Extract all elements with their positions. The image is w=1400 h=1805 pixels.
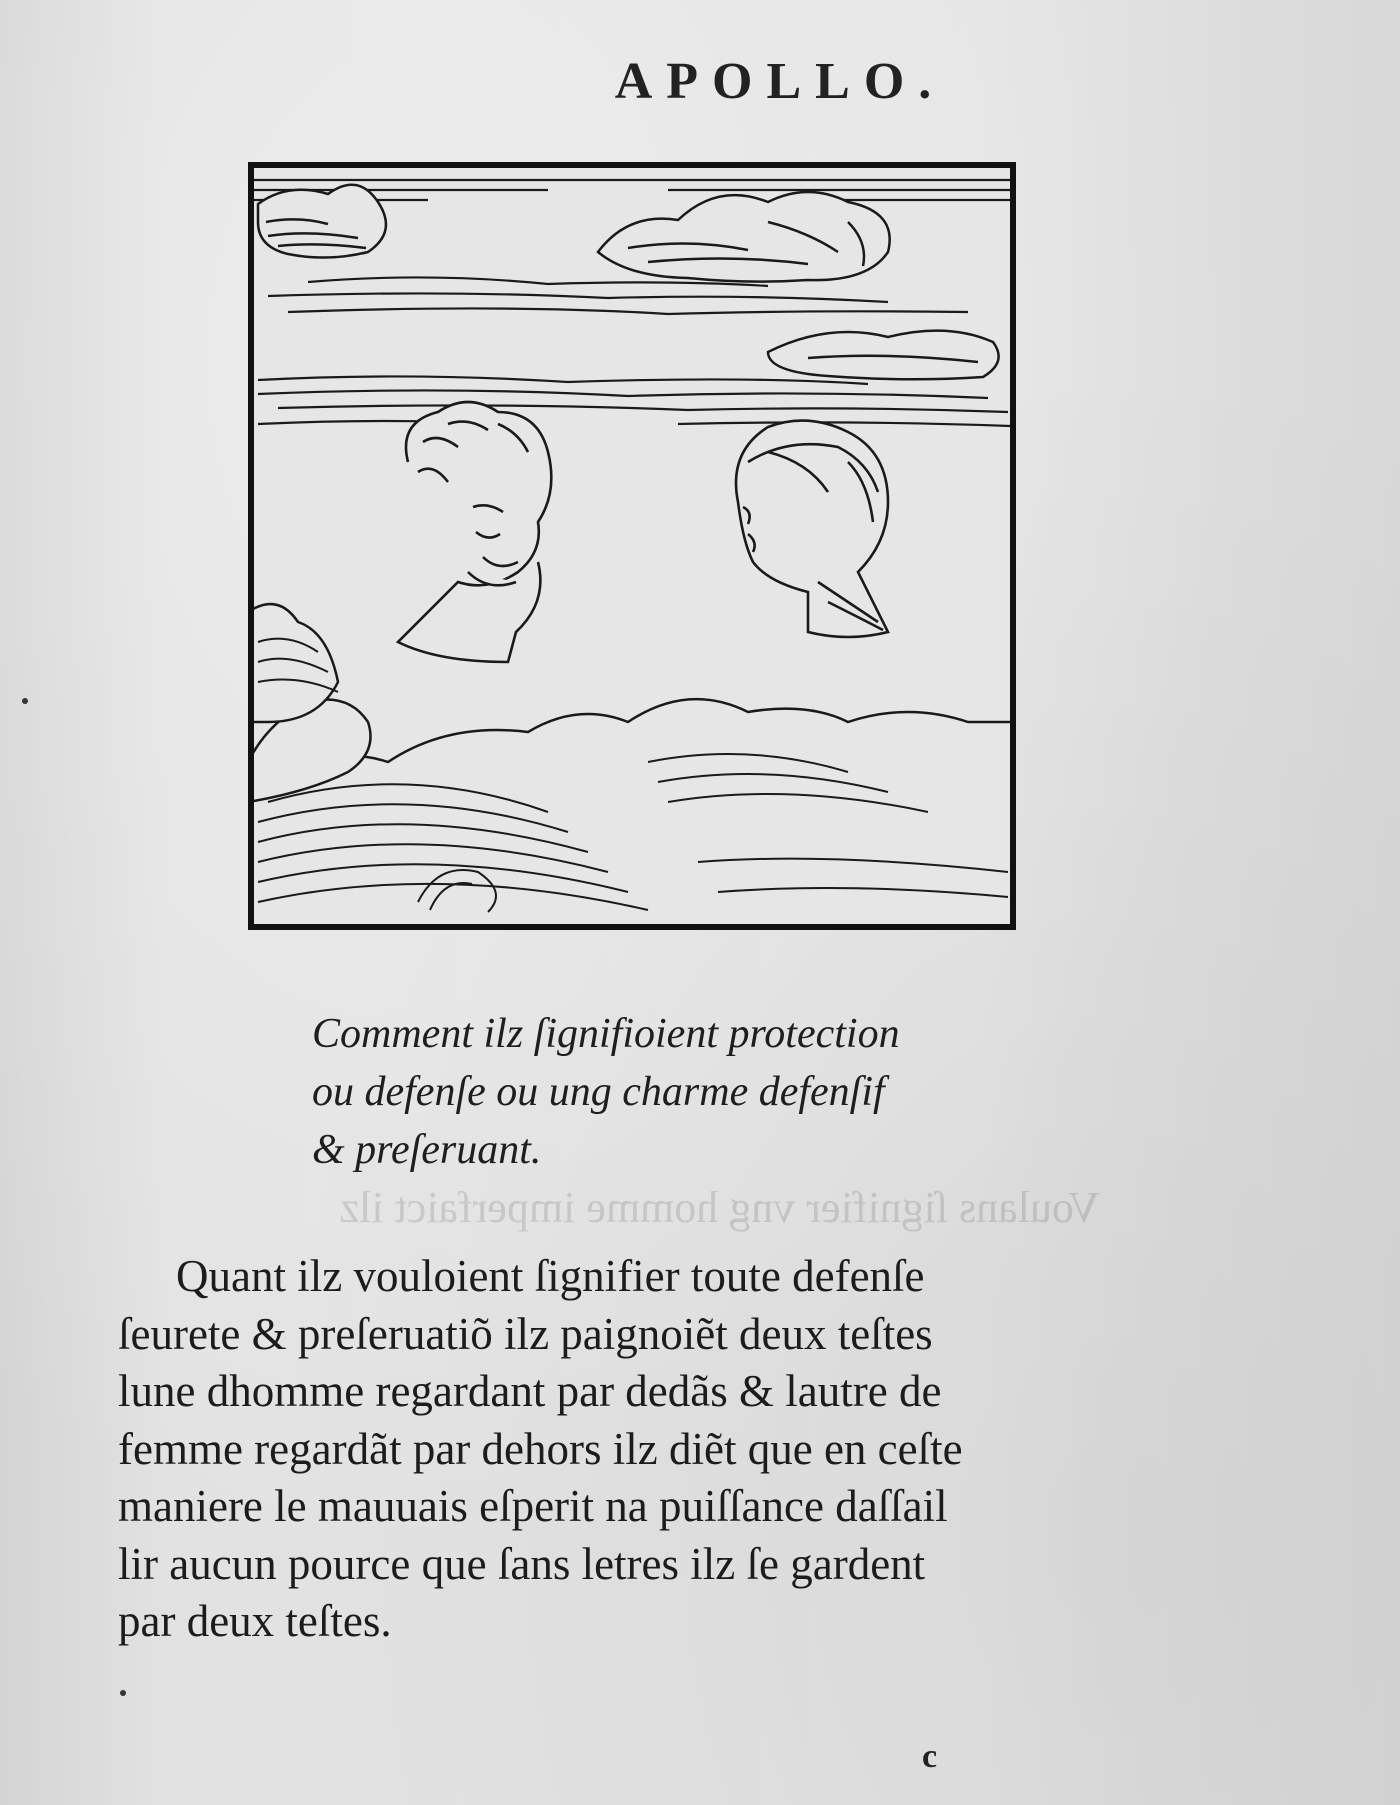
body-line: femme regardãt par dehors ilz diẽt que en ceſte xyxy=(118,1423,963,1474)
show-through-text: Voulans ſignifier vng homme imperfaict ilz xyxy=(339,1183,1100,1232)
woodcut-illustration xyxy=(248,162,1016,930)
body-line: lune dhomme regardant par dedãs & lautre de xyxy=(118,1366,942,1416)
caption-line: & preſeruant. xyxy=(312,1127,542,1173)
ink-speck xyxy=(22,698,28,704)
page-title xyxy=(0,52,1400,111)
body-line: par deux teſtes. xyxy=(118,1596,392,1646)
body-line: ſeurete & preſeruatiõ ilz paignoiẽt deux teſtes xyxy=(118,1308,933,1359)
ink-speck xyxy=(120,1690,126,1696)
body-line: Quant ilz vouloient ſignifier toute defenſe xyxy=(176,1251,925,1301)
body-line: lir aucun pource que ſans letres ilz ſe gardent xyxy=(118,1538,926,1589)
signature-mark: c xyxy=(922,1738,938,1775)
caption xyxy=(312,1005,1072,1179)
page-title-text: APOLLO. xyxy=(614,53,946,110)
caption-line: ou defenſe ou ung charme defenſif xyxy=(312,1069,885,1115)
caption-line: Comment ilz ſignifioient protection xyxy=(312,1011,900,1057)
body-line: maniere le mauuais eſperit na puiſſance daſſail xyxy=(118,1481,948,1531)
body-paragraph xyxy=(118,1248,1178,1651)
